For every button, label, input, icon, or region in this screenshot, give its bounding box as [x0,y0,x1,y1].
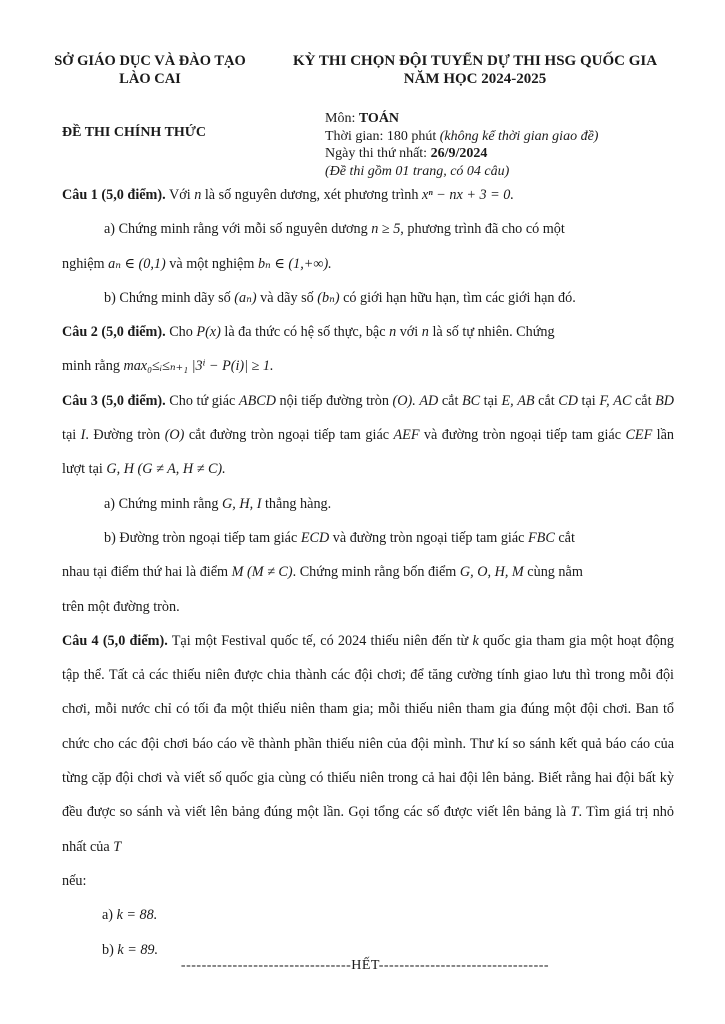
text: tại [577,392,600,409]
question-3-part-a [62,487,674,521]
text: . Đường tròn [85,427,165,444]
math: BD [655,392,675,409]
math: k = 89. [117,941,159,958]
text: a) Chứng minh rằng với mỗi số nguyên dương [104,221,372,238]
text: tại [62,427,81,444]
department-header [40,52,260,88]
math: ECD [300,529,330,546]
math: F, [599,392,610,409]
text: là số nguyên dương, xét phương trình [201,187,422,203]
text: nghiệm [62,255,109,272]
text: đường tròn ngoại tiếp tam giác [441,427,626,444]
math: n [389,324,397,341]
math: G, H (G ≠ A, H ≠ C). [106,461,226,478]
math: k [472,632,479,649]
math: T [570,804,579,821]
math: FBC [528,529,555,546]
time-line [325,128,598,146]
text: a) Chứng minh rằng [104,495,223,512]
math: G, H, I [222,495,262,512]
question-4-option-a [62,898,674,932]
question-1-part-b [62,281,674,315]
question-1-intro [62,178,674,212]
department-name: SỞ GIÁO DỤC VÀ ĐÀO TẠO [54,53,246,69]
exam-title: KỲ THI CHỌN ĐỘI TUYỂN DỰ THI HSG QUỐC GIA [292,53,658,69]
text: là số tự nhiên. Chứng [428,324,555,341]
text: nhau tại điểm thứ hai là điểm [62,564,232,581]
text: quốc gia tham gia một hoạt động tập thể. Tất cả các thiếu niên được chia thành các đội chơi; để tăng cường tính giao lưu thì trong mỗi đội chơi, mỗi nước chỉ có tối đa một thiếu niên tham gia; mỗi thiếu niên tham gia đúng một đội chơi. Ban tổ chức cho các đội chơi báo cáo về thành phần thiếu niên của đội mình. Thư kí so sánh kết quả báo cáo của từng cặp đội chơi và viết số quốc gia cùng có thiếu niên trong cả hai đội lên bảng. Biết rằng hai đội bất kỳ đều được so sánh và viết lên bảng đúng một lần. Gọi tổng các số được viết lên bảng là [62,632,674,821]
text: tại [480,392,502,409]
math: AEF [393,427,420,444]
math: I [80,427,86,444]
math: (O). [392,392,416,409]
text: và một nghiệm [165,255,258,272]
text: . Chứng minh rằng bốn điểm [292,564,460,581]
text: và đường tròn ngoại tiếp tam giác [329,529,528,546]
math: n [194,187,202,203]
question-3-part-b-cont [62,555,674,589]
text: cắt [554,529,575,546]
math: (bₙ) [317,289,340,306]
subject-line [325,110,598,128]
text: cắt [438,392,462,409]
text: , phương trình đã cho có một [400,221,565,238]
text: và [419,427,438,444]
text: minh rằng [62,358,124,375]
text: Với [165,187,195,203]
math: CD [558,392,578,409]
text: nếu: [62,872,87,889]
question-3 [62,384,674,487]
text: trên một đường tròn. [62,598,180,615]
math: aₙ ∈ (0,1) [108,255,166,272]
time-prefix: Thời gian: 180 phút [325,128,440,144]
pages-note: (Đề thi gồm 01 trang, có 04 câu) [325,163,510,179]
math: k = 88. [116,907,158,924]
subject: TOÁN [358,111,400,126]
math: M (M ≠ C) [231,564,293,581]
question-1-part-a [62,212,674,246]
text: thẳng hàng. [261,495,332,512]
text: có giới hạn hữu hạn, tìm các giới hạn đó. [339,289,576,306]
text: b) [102,941,118,958]
math: T [113,838,122,855]
math-inequality: max₀≤ᵢ≤ₙ₊₁ |3ⁱ − P(i)| ≥ 1. [123,358,274,375]
math: AC [613,392,632,409]
subject-prefix: Môn: [325,111,359,126]
exam-info [325,110,598,180]
question-3-part-b [62,521,674,555]
official-label: ĐỀ THI CHÍNH THỨC [62,125,207,140]
text: với [396,324,422,341]
text: . Tìm giá trị nhỏ nhất của [62,804,674,855]
date-line [325,145,598,163]
text: Tại một Festival quốc tế, có 2024 thiếu niên đến từ [167,632,473,649]
question-3-title: Câu 3 (5,0 điểm). [62,392,166,409]
math: bₙ ∈ (1,+∞). [257,255,332,272]
text: nội tiếp đường tròn [275,392,393,409]
date-prefix: Ngày thi thứ nhất: [325,146,431,161]
question-2-cont [62,349,674,383]
province-name: LÀO CAI [119,71,181,87]
math: (O) [164,427,185,444]
math-equation: xⁿ − nx + 3 = 0. [422,187,514,203]
text: lần lượt tại [62,427,675,478]
math: P(x) [196,324,221,341]
end-marker: ---------------------------------HẾT--------------------------------- [180,958,550,973]
text: b) Đường tròn ngoại tiếp tam giác [104,529,301,546]
text: cắt [631,392,656,409]
question-1-part-a-cont [62,247,674,281]
text: b) Chứng minh dãy số [104,289,235,306]
text: cắt đường tròn ngoại tiếp tam giác [184,427,394,444]
question-3-part-b-end [62,590,674,624]
math: ABCD [238,392,276,409]
text: cùng nằm [523,564,583,581]
question-2 [62,315,674,349]
question-1-title: Câu 1 (5,0 điểm). [62,187,166,203]
text: Cho [165,324,197,341]
text: Cho tứ giác [165,392,239,409]
math: AD [419,392,439,409]
text: a) [102,907,117,924]
question-4 [62,624,674,864]
time-note: (không kể thời gian giao đề) [439,128,599,144]
math: BC [461,392,481,409]
math: n ≥ 5 [371,221,401,238]
school-year: NĂM HỌC 2024-2025 [403,71,547,87]
math: n [421,324,429,341]
math: E, [501,392,514,409]
text: là đa thức có hệ số thực, bậc [220,324,390,341]
text: cắt [534,392,555,409]
math: (aₙ) [234,289,257,306]
text: và dãy số [256,289,318,306]
math: CEF [625,427,653,444]
question-4-title: Câu 4 (5,0 điểm). [62,632,168,649]
exam-body [62,178,674,967]
math: G, O, H, M [459,564,524,581]
question-2-title: Câu 2 (5,0 điểm). [62,324,166,341]
exam-date: 26/9/2024 [430,146,488,161]
question-4-cont [62,864,674,898]
math: AB [517,392,535,409]
exam-header [255,52,695,88]
